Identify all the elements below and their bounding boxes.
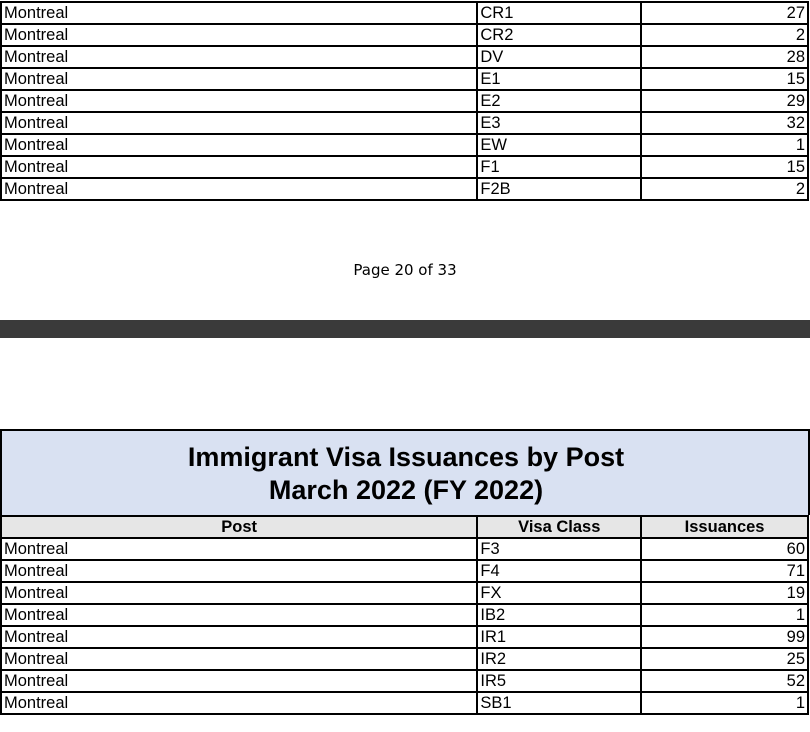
post-cell: Montreal (1, 68, 477, 90)
issuances-cell: 2 (641, 178, 808, 200)
post-cell: Montreal (1, 604, 477, 626)
table-row (1, 538, 808, 560)
table-row (1, 604, 808, 626)
table-row (1, 68, 808, 90)
visa-class-cell: IB2 (477, 604, 641, 626)
post-cell: Montreal (1, 538, 477, 560)
visa-class-cell: E3 (477, 112, 641, 134)
visa-class-cell: SB1 (477, 692, 641, 714)
visa-class-cell: FX (477, 582, 641, 604)
visa-class-cell: E1 (477, 68, 641, 90)
post-cell: Montreal (1, 156, 477, 178)
issuances-cell: 15 (641, 68, 808, 90)
visa-class-cell: F2B (477, 178, 641, 200)
table-row (1, 670, 808, 692)
report-title: Immigrant Visa Issuances by Post (187, 442, 625, 472)
issuances-cell: 1 (641, 604, 808, 626)
table-row (1, 2, 808, 24)
issuances-cell: 27 (641, 2, 808, 24)
issuances-table (0, 515, 809, 715)
table-row (1, 24, 808, 46)
visa-class-cell: F4 (477, 560, 641, 582)
issuances-cell: 25 (641, 648, 808, 670)
table-body (1, 538, 808, 714)
post-cell: Montreal (1, 178, 477, 200)
table-row (1, 90, 808, 112)
issuances-cell: 1 (641, 692, 808, 714)
issuances-cell: 19 (641, 582, 808, 604)
table-row (1, 626, 808, 648)
issuances-cell: 1 (641, 134, 808, 156)
issuances-cell: 71 (641, 560, 808, 582)
issuances-cell: 29 (641, 90, 808, 112)
table-row (1, 560, 808, 582)
header-row (1, 516, 808, 538)
table-row (1, 134, 808, 156)
table-row (1, 692, 808, 714)
post-cell: Montreal (1, 24, 477, 46)
visa-class-cell: IR5 (477, 670, 641, 692)
page-divider (0, 320, 810, 338)
issuances-cell: 2 (641, 24, 808, 46)
report-title-box (0, 429, 810, 515)
visa-class-cell: CR2 (477, 24, 641, 46)
issuances-cell: 15 (641, 156, 808, 178)
report-subtitle: March 2022 (FY 2022) (268, 475, 544, 505)
issuances-cell: 99 (641, 626, 808, 648)
post-cell: Montreal (1, 582, 477, 604)
issuances-cell: 28 (641, 46, 808, 68)
post-cell: Montreal (1, 134, 477, 156)
table-row (1, 46, 808, 68)
visa-class-cell: F3 (477, 538, 641, 560)
post-cell: Montreal (1, 648, 477, 670)
visa-class-cell: IR2 (477, 648, 641, 670)
column-header-visa-class: Visa Class (477, 516, 641, 538)
table-header (1, 516, 808, 538)
column-header-post: Post (1, 516, 477, 538)
visa-class-cell: IR1 (477, 626, 641, 648)
column-header-issuances: Issuances (641, 516, 808, 538)
visa-class-cell: DV (477, 46, 641, 68)
page-number: Page 20 of 33 (353, 261, 457, 279)
post-cell: Montreal (1, 670, 477, 692)
table-row (1, 156, 808, 178)
visa-class-cell: CR1 (477, 2, 641, 24)
issuances-table-continued (0, 1, 809, 201)
post-cell: Montreal (1, 626, 477, 648)
table-row (1, 112, 808, 134)
post-cell: Montreal (1, 560, 477, 582)
visa-class-cell: EW (477, 134, 641, 156)
post-cell: Montreal (1, 112, 477, 134)
post-cell: Montreal (1, 692, 477, 714)
table-row (1, 582, 808, 604)
post-cell: Montreal (1, 2, 477, 24)
issuances-cell: 60 (641, 538, 808, 560)
visa-class-cell: F1 (477, 156, 641, 178)
visa-class-cell: E2 (477, 90, 641, 112)
post-cell: Montreal (1, 46, 477, 68)
issuances-cell: 52 (641, 670, 808, 692)
table-row (1, 648, 808, 670)
post-cell: Montreal (1, 90, 477, 112)
issuances-cell: 32 (641, 112, 808, 134)
table-body (1, 2, 808, 200)
table-row (1, 178, 808, 200)
